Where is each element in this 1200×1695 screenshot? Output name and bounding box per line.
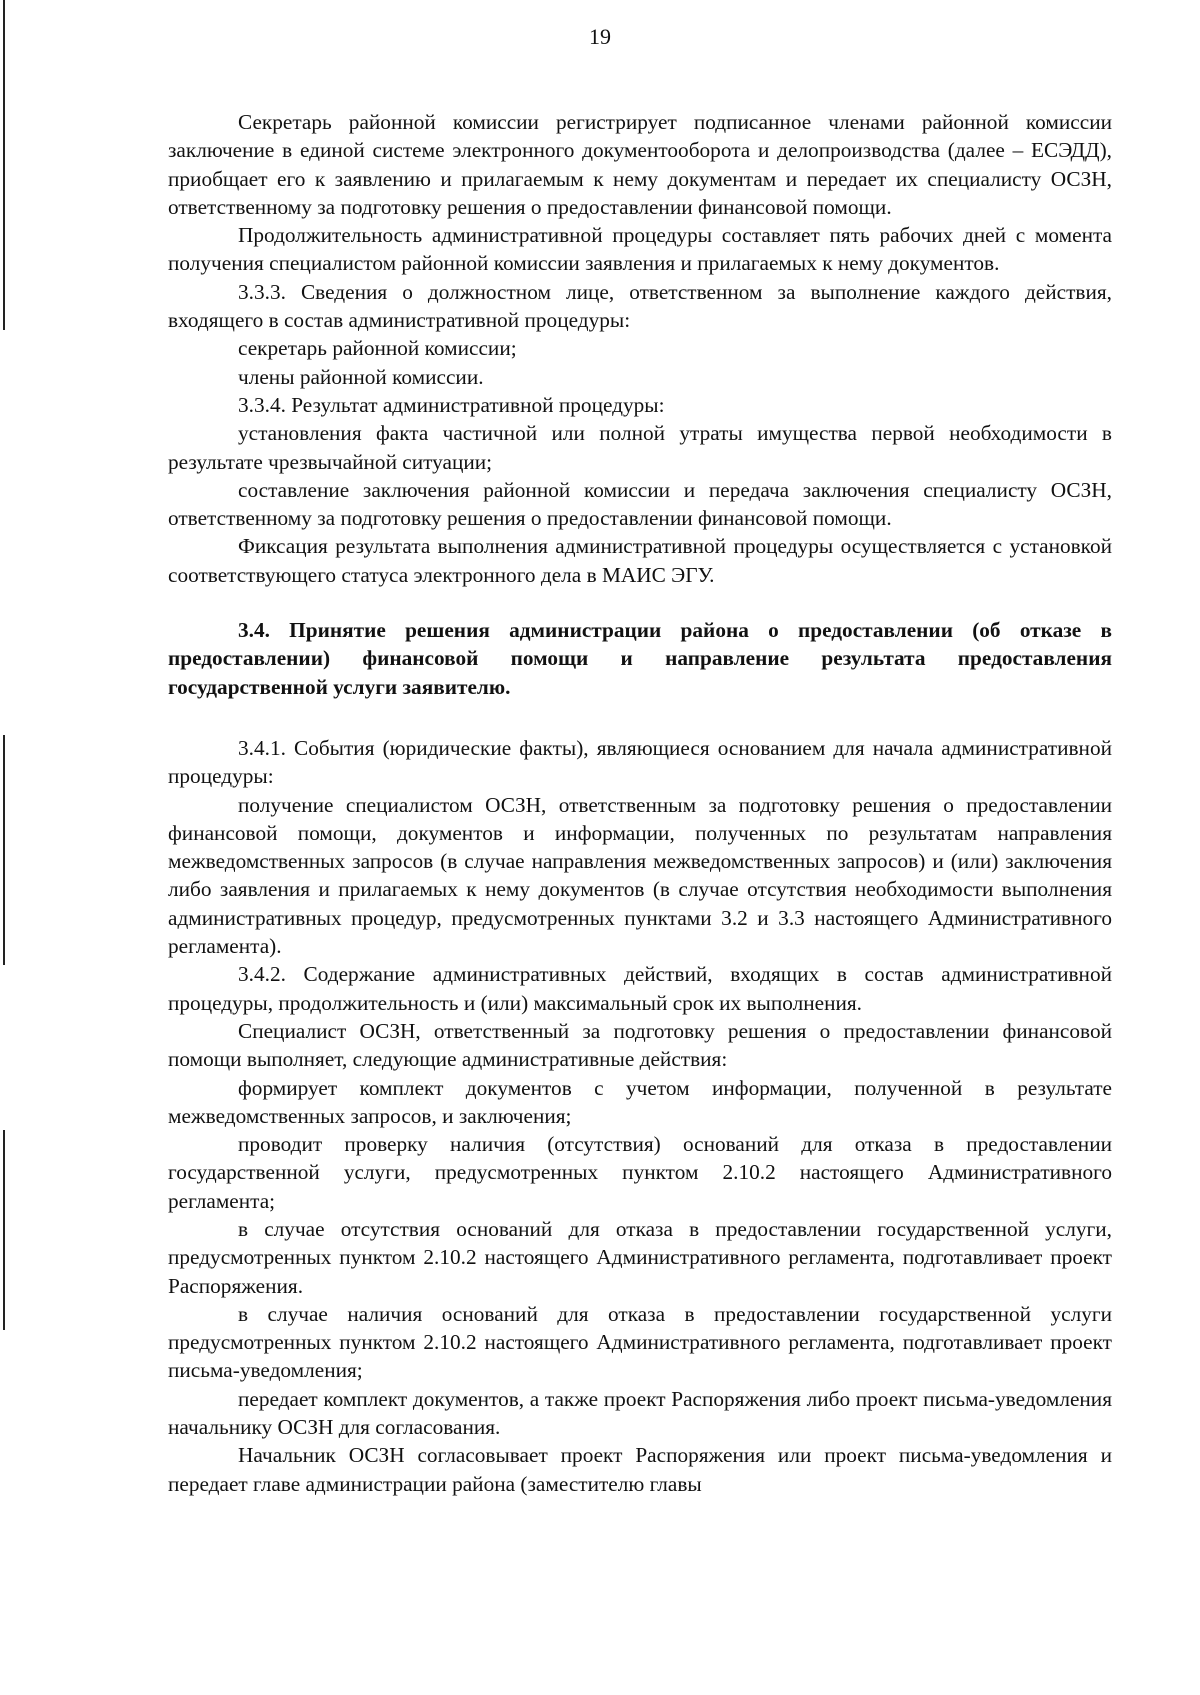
- paragraph-action-no-grounds: в случае отсутствия оснований для отказа в предоставлении государственной услуги, предусмотренных пунктом 2.10.2 настоящего Административного регламента, подготавливает проект Распоряжения.: [168, 1216, 1112, 1298]
- paragraph-3-4-2: 3.4.2. Содержание административных действий, входящих в состав административной процедуры, продолжительность и (или) максимальный срок их выполнения.: [168, 962, 1112, 1015]
- paragraph-receipt: получение специалистом ОСЗН, ответственным за подготовку решения о предоставлении финансовой помощи, документов и информации, полученных по результатам направления межведомственных запросов (в случае направления межведомственных запросов) и (или) заключения либо заявления и прилагаемых к нему документов (в случае отсутствия необходимости выполнения административных процедур, предусмотренных пунктами 3.2 и 3.3 настоящего Административного регламента).: [168, 792, 1112, 959]
- paragraph-action-transfers: передает комплект документов, а также проект Распоряжения либо проект письма-уведомления начальнику ОСЗН для согласования.: [168, 1386, 1112, 1440]
- paragraph-list-secretary: секретарь районной комиссии;: [238, 336, 517, 361]
- paragraph-head-approves: Начальник ОСЗН согласовывает проект Распоряжения или проект письма-уведомления и передает главе администрации района (заместителю главы: [168, 1443, 1112, 1496]
- paragraph-action-grounds: в случае наличия оснований для отказа в предоставлении государственной услуги предусмотренных пунктом 2.10.2 настоящего Административного регламента, подготавливает проект письма-уведомления;: [168, 1301, 1112, 1383]
- page-number: 19: [589, 24, 611, 49]
- paragraph-action-forms-set: формирует комплект документов с учетом информации, полученной в результате межведомственных запросов, и заключения;: [168, 1075, 1112, 1128]
- paragraph-list-members: члены районной комиссии.: [238, 364, 484, 389]
- scan-edge-line-middle: [3, 735, 5, 965]
- paragraph-3-3-4: 3.3.4. Результат административной процедуры:: [238, 392, 665, 417]
- paragraph-result-conclusion: составление заключения районной комиссии и передача заключения специалисту ОСЗН, ответственному за подготовку решения о предоставлении финансовой помощи.: [168, 477, 1112, 531]
- paragraph-specialist-actions: Специалист ОСЗН, ответственный за подготовку решения о предоставлении финансовой помощи выполняет, следующие административные действия:: [168, 1018, 1112, 1072]
- section-heading-3-4: 3.4. Принятие решения администрации района о предоставлении (об отказе в предоставлении) финансовой помощи и направление результата предоставления государственной услуги заявителю.: [168, 618, 1112, 699]
- paragraph-result-loss: установления факта частичной или полной утраты имущества первой необходимости в результате чрезвычайной ситуации;: [168, 421, 1112, 474]
- paragraph-3-3-3: 3.3.3. Сведения о должностном лице, ответственном за выполнение каждого действия, входящего в состав административной процедуры:: [168, 279, 1112, 333]
- paragraph-secretary-registers: Секретарь районной комиссии регистрирует подписанное членами районной комиссии заключение в единой системе электронного документооборота и делопроизводства (далее – ЕСЭДД), приобщает его к заявлению и прилагаемым к нему документам и передает их специалисту ОСЗН, ответственному за подготовку решения о предоставлении финансовой помощи.: [168, 110, 1112, 219]
- paragraph-duration: Продолжительность административной процедуры составляет пять рабочих дней с момента получения специалистом районной комиссии заявления и прилагаемых к нему документов.: [168, 223, 1112, 276]
- document-body: [168, 108, 1112, 1498]
- paragraph-action-checks: проводит проверку наличия (отсутствия) оснований для отказа в предоставлении государственной услуги, предусмотренных пунктом 2.10.2 настоящего Административного регламента;: [168, 1132, 1112, 1213]
- paragraph-3-4-1: 3.4.1. События (юридические факты), являющиеся основанием для начала административной процедуры:: [168, 735, 1112, 789]
- scan-edge-line-bottom: [3, 1130, 5, 1330]
- paragraph-result-fixation: Фиксация результата выполнения административной процедуры осуществляется с установкой соответствующего статуса электронного дела в МАИС ЭГУ.: [168, 534, 1112, 587]
